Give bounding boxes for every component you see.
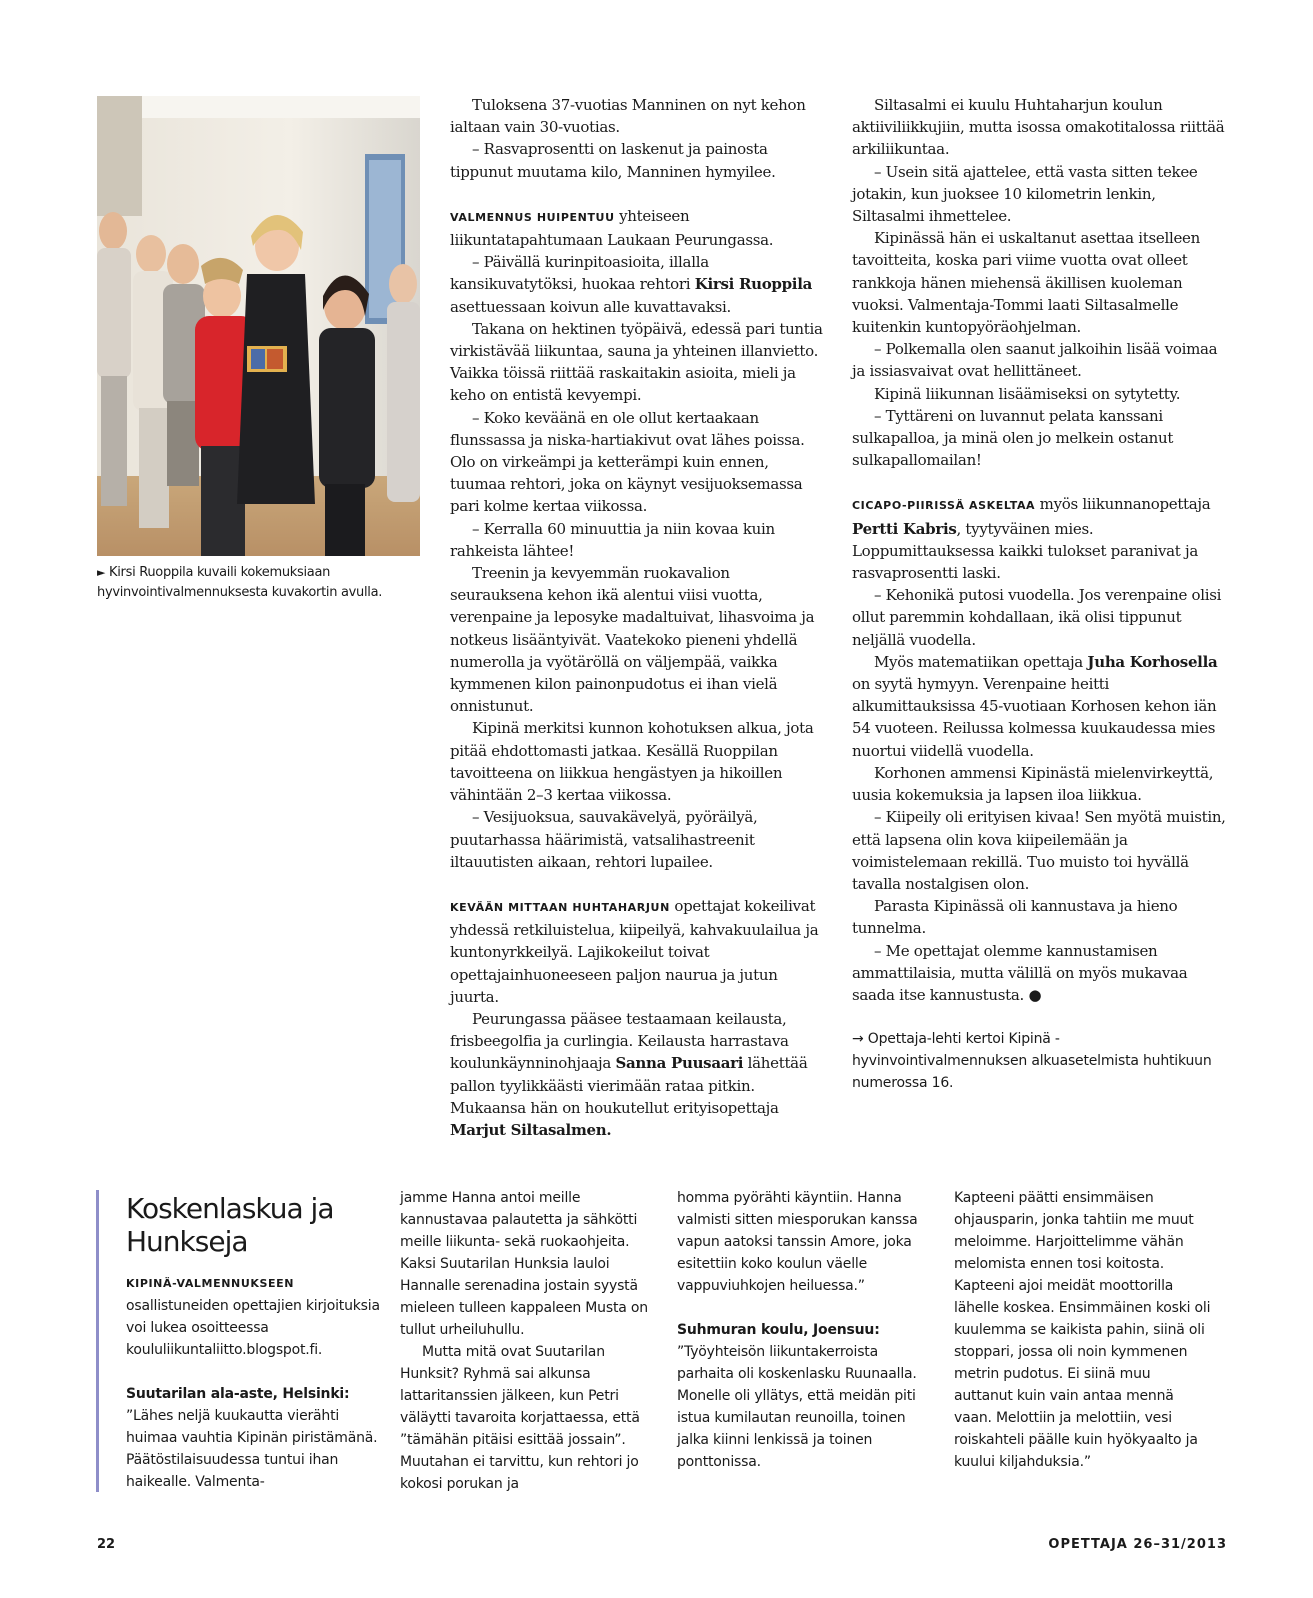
box-intro: KIPINÄ-VALMENNUKSEEN osallistuneiden opettajien kirjoituksia voi lukea osoitteessa koululiikuntaliitto.blogspot.fi. xyxy=(126,1277,380,1358)
person-name: Sanna Puusaari xyxy=(615,1054,744,1073)
paragraph: VALMENNUS HUIPENTUU yhteiseen liikuntatapahtumaan Laukaan Peurungassa. xyxy=(450,206,774,250)
paragraph: Siltasalmi ei kuulu Huhtaharjun koulun aktiiviliikkujiin, mutta isossa omakotitalossa riittää arkiliikuntaa. xyxy=(852,96,1225,159)
paragraph: Kipinä merkitsi kunnon kohotuksen alkua, jota pitää ehdottomasti jatkaa. Kesällä Ruoppilan tavoitteena on liikkua hengästyen ja hikoillen vähintään 2–3 kertaa viikossa. xyxy=(450,719,814,805)
paragraph: Mutta mitä ovat Suutarilan Hunksit? Ryhmä sai alkunsa lattaritanssien jälkeen, kun Petri väläytti tavaroita korjattaessa, että ”tämähän pitäisi esittää jossain”. Muutahan ei tarvittu, kun rehtori jo kokosi porukan ja xyxy=(400,1344,640,1492)
reference-note: → Opettaja-lehti kertoi Kipinä -hyvinvointivalmennuksen alkuasetelmista huhtikuun numerossa 16. xyxy=(852,1031,1212,1092)
paragraph: Parasta Kipinässä oli kannustava ja hieno tunnelma. xyxy=(852,897,1178,938)
magazine-issue: OPETTAJA 26–31/2013 xyxy=(1048,1537,1227,1552)
person-name: Pertti Kabris xyxy=(852,519,957,538)
paragraph: – Rasvaprosentti on laskenut ja painosta tippunut muutama kilo, Manninen hymyilee. xyxy=(450,140,776,181)
article-column-1 xyxy=(450,94,825,1141)
caption-arrow-icon: ► xyxy=(97,566,106,579)
paragraph: Treenin ja kevyemmän ruokavalion seurauksena kehon ikä alentui viisi vuotta, verenpaine ja leposyke madaltuivat, lihasvoima ja notkeus lisääntyivät. Vaatekoko pieneni yhdellä numerolla ja vyötäröllä on väljempää, vaikka kymmenen kilon painonpudotus ei ihan vielä onnistunut. xyxy=(450,564,815,716)
paragraph: – Vesijuoksua, sauvakävelyä, pyöräilyä, puutarhassa häärimistä, vatsalihastreenit iltauutisten aikaan, rehtori lupailee. xyxy=(450,808,758,871)
box-column-2 xyxy=(400,1187,658,1495)
paragraph: Takana on hektinen työpäivä, edessä pari tuntia virkistävää liikuntaa, sauna ja yhteinen illanvietto. Vaikka töissä riittää raskaitakin asioita, mieli ja keho on entistä kevyempi. xyxy=(450,319,823,405)
paragraph: jamme Hanna antoi meille kannustavaa palautetta ja sähkötti meille liikunta- sekä ruokaohjeita. Kaksi Suutarilan Hunksia lauloi Hannalle serenadina jostain syystä mieleen tulleen kappaleen Musta on tullut urheiluhullu. xyxy=(400,1190,648,1338)
person-name: Marjut Siltasalmen. xyxy=(450,1120,612,1139)
paragraph: Peurungassa pääsee testaamaan keilausta, frisbeegolfia ja curlingia. Keilausta harrastava koulunkäynninohjaaja Sanna Puusaari lähettää pallon tyylikkäästi vierimään rataa pitkin. Mukaansa hän on houkutellut erityisopettaja Marjut Siltasalmen. xyxy=(450,1009,808,1139)
person-name: Juha Korhosella xyxy=(1087,652,1218,671)
group-photo xyxy=(97,96,420,556)
box-title: Koskenlaskua ja Hunkseja xyxy=(126,1192,334,1258)
paragraph: CICAPO-PIIRISSÄ ASKELTAA myös liikunnanopettaja Pertti Kabris, tyytyväinen mies. Loppumittauksessa kaikki tulokset paranivat ja rasvaprosentti laski. xyxy=(852,495,1211,583)
paragraph: homma pyörähti käyntiin. Hanna valmisti sitten miesporukan kanssa vapun aatoksi tanssin Amore, joka esitettiin koko koulun väelle vappuviuhkojen heiluessa.” xyxy=(677,1190,918,1294)
box-column-1 xyxy=(126,1272,381,1493)
article-column-2 xyxy=(852,94,1230,1094)
paragraph: – Kerralla 60 minuuttia ja niin kovaa kuin rahkeista lähtee! xyxy=(450,519,775,560)
box-column-4 xyxy=(954,1187,1212,1473)
box-side-rule xyxy=(96,1190,99,1492)
paragraph: – Kehonikä putosi vuodella. Jos verenpaine olisi ollut paremmin kohdallaan, ikä olisi tippunut neljällä vuodella. xyxy=(852,586,1222,649)
paragraph: – Koko keväänä en ole ollut kertaakaan flunssassa ja niska-hartiakivut ovat lähes poissa. Olo on virkeämpi ja ketterämpi kuin ennen, tuumaa rehtori, joka on käynyt vesijuoksemassa pari kolme kertaa viikossa. xyxy=(450,408,805,516)
page-number: 22 xyxy=(97,1537,116,1552)
paragraph: – Polkemalla olen saanut jalkoihin lisää voimaa ja issiasvaivat ovat hellittäneet. xyxy=(852,340,1218,381)
paragraph: ”Lähes neljä kuukautta vierähti huimaa vauhtia Kipinän piristämänä. Päätöstilaisuudessa tuntui ihan haikealle. Valmenta- xyxy=(126,1408,378,1490)
paragraph: Kapteeni päätti ensimmäisen ohjausparin, jonka tahtiin me muut meloimme. Harjoittelimme vähän melomista ennen tosi koitosta. Kapteeni ajoi meidät moottorilla lähelle koskea. Ensimmäinen koski oli kuulemma se kaikista pahin, siinä oli stoppari, jossa oli noin kymmenen metrin pudotus. Ei siinä muu auttanut kuin vain antaa mennä vaan. Melottiin ja melottiin, vesi roiskahteli päälle kuin hyökyaalto ja kuului kiljahduksia.” xyxy=(954,1190,1211,1470)
lead-in: VALMENNUS HUIPENTUU xyxy=(450,210,615,224)
paragraph: – Me opettajat olemme kannustamisen ammattilaisia, mutta välillä on myös mukavaa saada itse kannustusta. ● xyxy=(852,941,1188,1004)
school-heading: Suutarilan ala-aste, Helsinki: xyxy=(126,1386,350,1402)
paragraph: Tuloksena 37-vuotias Manninen on nyt kehon ialtaan vain 30-vuotias. xyxy=(450,96,806,137)
paragraph: Kipinä liikunnan lisäämiseksi on sytytetty. xyxy=(874,384,1181,403)
paragraph: Korhonen ammensi Kipinästä mielenvirkeyttä, uusia kokemuksia ja lapsen iloa liikkua. xyxy=(852,763,1214,805)
paragraph: – Tyttäreni on luvannut pelata kanssani sulkapalloa, ja minä olen jo melkein ostanut sulkapallomailan! xyxy=(852,406,1174,470)
paragraph: Myös matematiikan opettaja Juha Korhosella on syytä hymyyn. Verenpaine heitti alkumittauksissa 45-vuotiaan Korhosen kehon iän 54 vuoteen. Reilussa kolmessa kuukaudessa mies nuortui viidellä vuodella. xyxy=(852,652,1218,760)
paragraph: – Usein sitä ajattelee, että vasta sitten tekee jotakin, kun juoksee 10 kilometrin lenkin, Siltasalmi ihmettelee. xyxy=(852,162,1198,226)
lead-in: CICAPO-PIIRISSÄ ASKELTAA xyxy=(852,499,1036,513)
box-column-3 xyxy=(677,1187,935,1473)
paragraph: ”Työyhteisön liikuntakerroista parhaita oli koskenlasku Ruunaalla. Monelle oli yllätys, että meidän piti istua kumilautan reunoilla, toinen jalka kiinni lenkissä ja toinen ponttonissa. xyxy=(677,1344,917,1470)
person-name: Kirsi Ruoppila xyxy=(694,275,813,294)
paragraph: – Päivällä kurinpitoasioita, illalla kansikuvatytöksi, huokaa rehtori Kirsi Ruoppila asettuessaan koivun alle kuvattavaksi. xyxy=(450,253,813,316)
lead-in: KIPINÄ-VALMENNUKSEEN xyxy=(126,1277,295,1290)
caption-text: Kirsi Ruoppila kuvaili kokemuksiaan hyvinvointivalmennuksesta kuvakortin avulla. xyxy=(97,565,383,600)
school-heading: Suhmuran koulu, Joensuu: xyxy=(677,1322,880,1338)
paragraph: – Kiipeily oli erityisen kivaa! Sen myötä muistin, että lapsena olin kova kiipeilemään ja voimistelemaan rekillä. Tuo muisto toi hyvällä tavalla nostalgisen olon. xyxy=(852,808,1226,893)
paragraph: KEVÄÄN MITTAAN HUHTAHARJUN opettajat kokeilivat yhdessä retkiluistelua, kiipeilyä, kahvakuulailua ja kuntonyrkkeilyä. Lajikokeilut toivat opettajainhuoneeseen paljon naurua ja jutun juurta. xyxy=(450,896,819,1006)
photo-caption xyxy=(97,563,427,603)
lead-in: KEVÄÄN MITTAAN HUHTAHARJUN xyxy=(450,900,670,914)
paragraph: Kipinässä hän ei uskaltanut asettaa itselleen tavoitteita, koska pari viime vuotta ovat olleet rankkoja hänen miehensä äkillisen kuoleman vuoksi. Valmentaja-Tommi laati Siltasalmelle kuitenkin kuntopyöräohjelman. xyxy=(852,229,1201,337)
